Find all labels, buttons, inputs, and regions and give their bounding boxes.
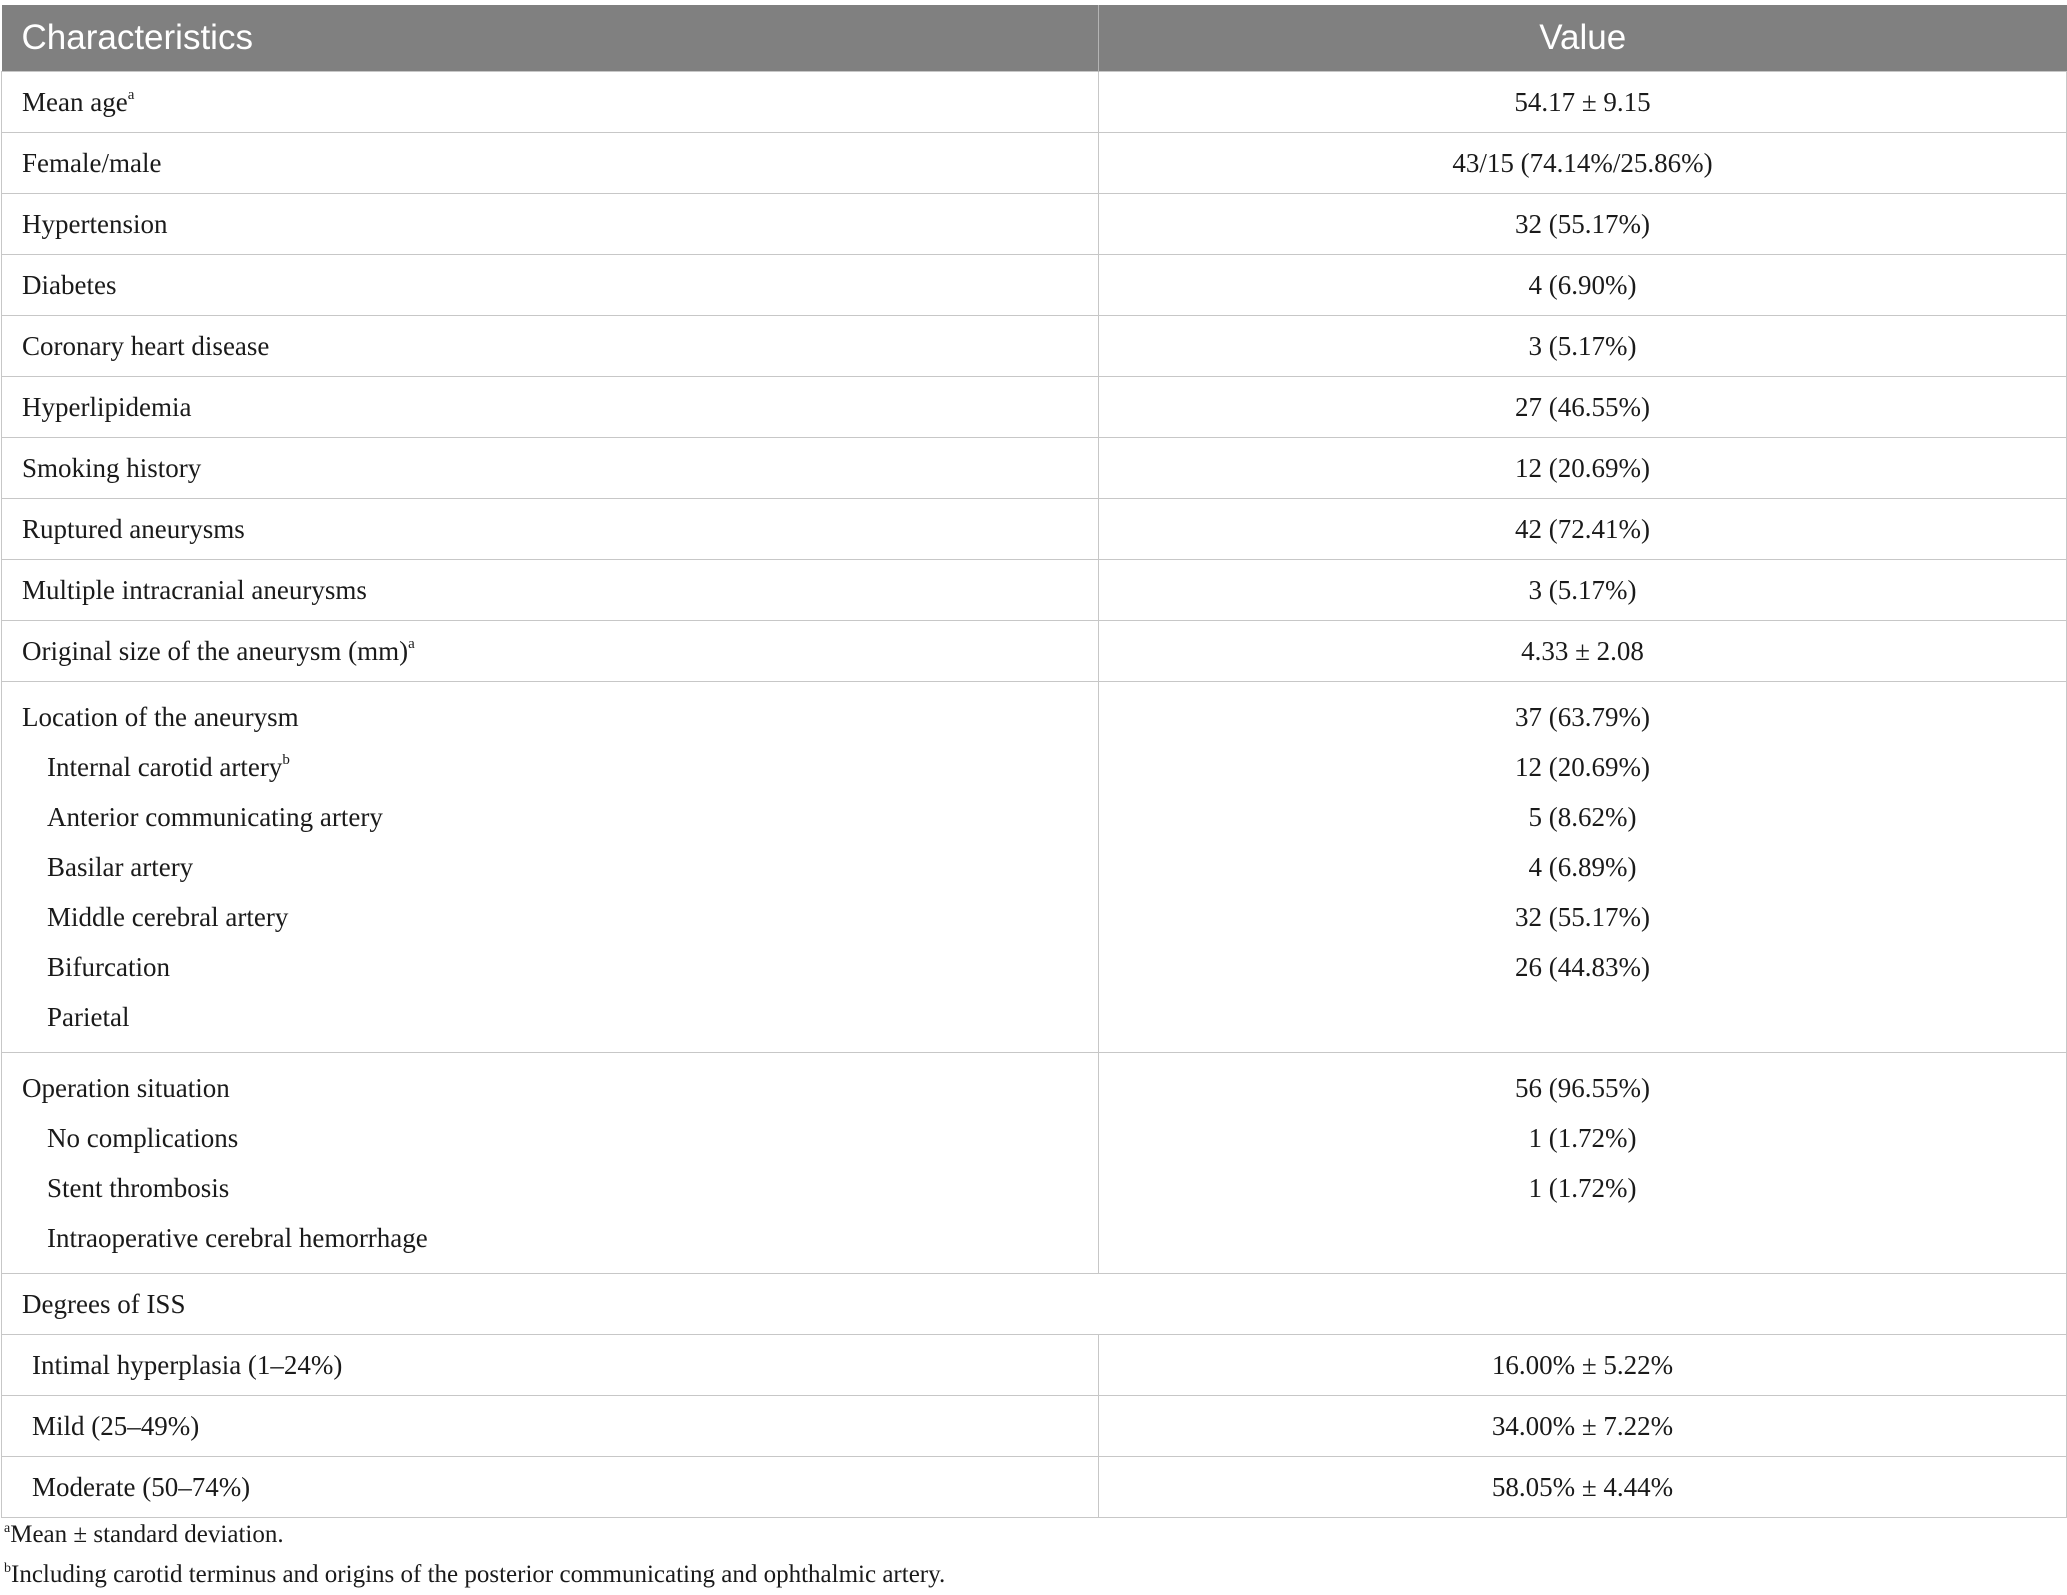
location-value: 5 (8.62%) [1528, 802, 1637, 832]
row-label: Diabetes [2, 255, 1099, 316]
row-label-text: Original size of the aneurysm (mm) [22, 635, 409, 666]
location-value: 26 (44.83%) [1515, 952, 1650, 982]
header-value: Value [1099, 5, 2067, 72]
row-label [2, 72, 1099, 133]
footnote-mark: a [408, 635, 415, 652]
iss-value: 58.05% ± 4.44% [1099, 1457, 2067, 1518]
table-row [2, 133, 2067, 194]
header-characteristics: Characteristics [2, 5, 1099, 72]
location-item [22, 742, 1098, 792]
footnote [4, 1555, 945, 1595]
operation-values [1099, 1053, 2067, 1274]
header-row [2, 5, 2067, 72]
location-item-text: Internal carotid artery [47, 752, 283, 782]
table-row [2, 377, 2067, 438]
table-row [2, 621, 2067, 682]
footnote-mark: b [282, 752, 290, 768]
location-item: Anterior communicating artery [47, 802, 383, 832]
table-row [2, 255, 2067, 316]
operation-row [2, 1053, 2067, 1274]
operation-heading: Operation situation [22, 1073, 230, 1103]
row-value: 32 (55.17%) [1099, 194, 2067, 255]
characteristics-table [1, 5, 2067, 1518]
row-label: Hyperlipidemia [2, 377, 1099, 438]
operation-value: 56 (96.55%) [1515, 1073, 1650, 1103]
operation-item: Intraoperative cerebral hemorrhage [47, 1223, 428, 1253]
operation-item: Stent thrombosis [47, 1173, 230, 1203]
location-heading: Location of the aneurysm [22, 702, 299, 732]
iss-label: Intimal hyperplasia (1–24%) [2, 1335, 1099, 1396]
table-row [2, 316, 2067, 377]
table-row [2, 438, 2067, 499]
location-value: 37 (63.79%) [1515, 702, 1650, 732]
location-value: 4 (6.89%) [1528, 852, 1637, 882]
location-item: Middle cerebral artery [47, 902, 289, 932]
table-row [2, 72, 2067, 133]
row-label-text: Mean age [22, 86, 128, 117]
location-item: Bifurcation [47, 952, 170, 982]
location-values [1099, 682, 2067, 1053]
footnote-text: Including carotid terminus and origins of the posterior communicating and ophthalmic artery. [11, 1561, 946, 1588]
row-label: Ruptured aneurysms [2, 499, 1099, 560]
location-labels [2, 682, 1099, 1053]
table-row [2, 499, 2067, 560]
footnote-mark: a [127, 86, 135, 103]
iss-label: Moderate (50–74%) [2, 1457, 1099, 1518]
table-row [2, 560, 2067, 621]
row-value: 12 (20.69%) [1099, 438, 2067, 499]
iss-heading-row [2, 1274, 2067, 1335]
table-row [2, 194, 2067, 255]
footnotes [4, 1515, 945, 1595]
iss-heading: Degrees of ISS [2, 1274, 2067, 1335]
operation-item: No complications [47, 1123, 239, 1153]
location-value: 32 (55.17%) [1515, 902, 1650, 932]
row-label: Smoking history [2, 438, 1099, 499]
iss-value: 34.00% ± 7.22% [1099, 1396, 2067, 1457]
row-label: Female/male [2, 133, 1099, 194]
footnote-text: Mean ± standard deviation. [10, 1521, 284, 1548]
iss-row [2, 1335, 2067, 1396]
footnote-mark: a [4, 1520, 11, 1536]
row-value: 43/15 (74.14%/25.86%) [1099, 133, 2067, 194]
iss-label: Mild (25–49%) [2, 1396, 1099, 1457]
row-value: 3 (5.17%) [1099, 316, 2067, 377]
row-label [2, 621, 1099, 682]
iss-row [2, 1396, 2067, 1457]
row-value: 27 (46.55%) [1099, 377, 2067, 438]
location-item: Basilar artery [47, 852, 194, 882]
row-value: 4 (6.90%) [1099, 255, 2067, 316]
location-row [2, 682, 2067, 1053]
row-label: Hypertension [2, 194, 1099, 255]
row-value: 3 (5.17%) [1099, 560, 2067, 621]
row-label: Multiple intracranial aneurysms [2, 560, 1099, 621]
iss-value: 16.00% ± 5.22% [1099, 1335, 2067, 1396]
row-label: Coronary heart disease [2, 316, 1099, 377]
row-value: 4.33 ± 2.08 [1099, 621, 2067, 682]
operation-value: 1 (1.72%) [1528, 1123, 1637, 1153]
row-value: 54.17 ± 9.15 [1099, 72, 2067, 133]
footnote-mark: b [4, 1560, 11, 1576]
location-value: 12 (20.69%) [1515, 752, 1650, 782]
operation-value: 1 (1.72%) [1528, 1173, 1637, 1203]
iss-row [2, 1457, 2067, 1518]
operation-labels [2, 1053, 1099, 1274]
location-item: Parietal [47, 1002, 130, 1032]
row-value: 42 (72.41%) [1099, 499, 2067, 560]
footnote [4, 1515, 945, 1555]
